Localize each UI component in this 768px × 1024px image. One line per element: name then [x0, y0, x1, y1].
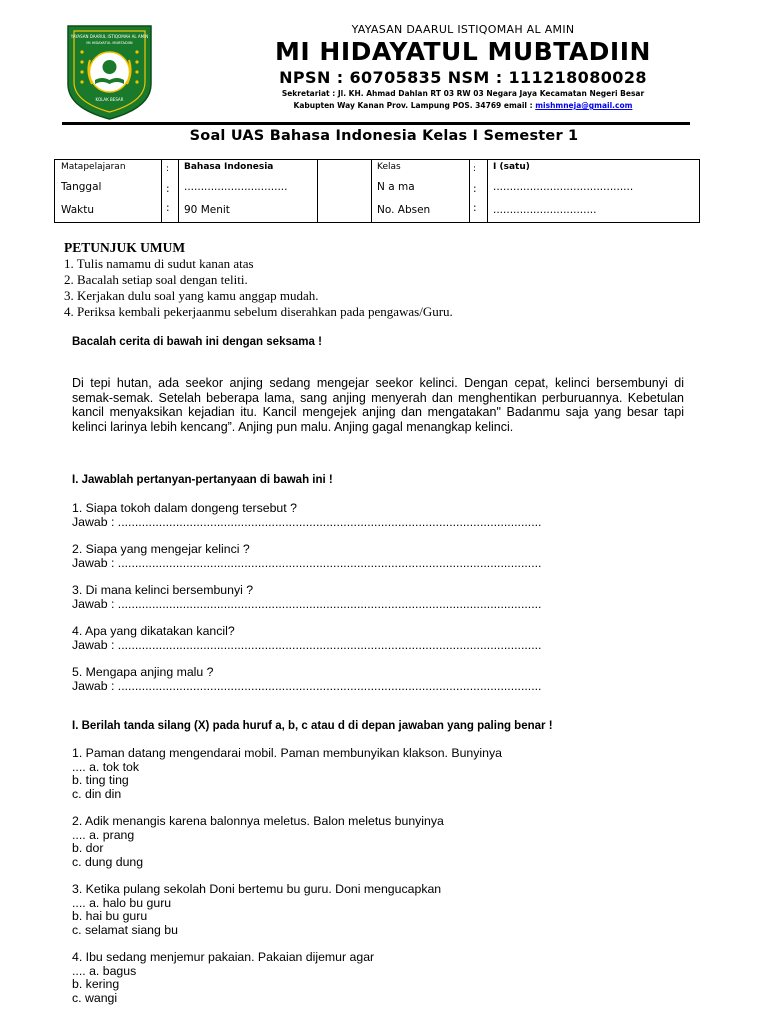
value-no-absen[interactable]: ............................... — [493, 204, 597, 216]
option-c[interactable]: c. dung dung — [72, 854, 144, 869]
option-a[interactable]: .... a. prang — [72, 827, 135, 842]
answer-line[interactable]: Jawab : ............................................................................................................................ — [72, 637, 542, 652]
answer-line[interactable]: Jawab : ............................................................................................................................ — [72, 555, 542, 570]
info-table — [54, 159, 700, 223]
foundation-name: YAYASAN DAARUL ISTIQOMAH AL AMIN — [351, 23, 575, 36]
question-text: 1. Siapa tokoh dalam dongeng tersebut ? — [72, 501, 297, 515]
section2-title: I. Berilah tanda silang (X) pada huruf a, b, c atau d di depan jawaban yang paling benar ! — [72, 720, 553, 732]
petunjuk-list — [64, 256, 704, 320]
mc-question — [72, 747, 692, 801]
label-waktu: Waktu — [61, 204, 94, 216]
option-c[interactable]: c. selamat siang bu — [72, 922, 178, 937]
option-c[interactable]: c. din din — [72, 786, 122, 801]
question-text: 4. Apa yang dikatakan kancil? — [72, 624, 235, 638]
divider — [469, 160, 470, 222]
colon: : — [473, 202, 477, 214]
essay-question — [72, 543, 692, 570]
address-line-2 — [228, 100, 698, 112]
divider — [317, 160, 318, 222]
logo-text-bottom: KOLAK BESAR — [95, 97, 124, 102]
divider — [178, 160, 179, 222]
letterhead — [228, 22, 698, 112]
school-name: MI HIDAYATUL MUBTADIIN — [275, 37, 651, 66]
value-kelas: I (satu) — [493, 162, 530, 172]
petunjuk-title: PETUNJUK UMUM — [64, 240, 186, 255]
question-text: 3. Ketika pulang sekolah Doni bertemu bu guru. Doni mengucapkan — [72, 882, 442, 896]
value-matapelajaran: Bahasa Indonesia — [184, 162, 274, 172]
option-b[interactable]: b. ting ting — [72, 773, 129, 787]
header-divider — [62, 122, 690, 125]
label-kelas: Kelas — [377, 162, 401, 172]
value-tanggal[interactable]: ............................... — [184, 181, 288, 193]
option-a[interactable]: .... a. tok tok — [72, 759, 139, 774]
question-text: 1. Paman datang mengendarai mobil. Paman membunyikan klakson. Bunyinya — [72, 746, 502, 760]
divider — [371, 160, 372, 222]
question-text: 5. Mengapa anjing malu ? — [72, 665, 214, 679]
petunjuk-item: 4. Periksa kembali pekerjaanmu sebelum diserahkan pada pengawas/Guru. — [64, 304, 453, 319]
read-instruction: Bacalah cerita di bawah ini dengan seksama ! — [72, 336, 322, 348]
question-text: 2. Siapa yang mengejar kelinci ? — [72, 542, 250, 556]
answer-line[interactable]: Jawab : ............................................................................................................................ — [72, 596, 542, 611]
address-line-2-text: Kabupten Way Kanan Prov. Lampung POS. 34769 email : — [293, 101, 536, 110]
divider — [161, 160, 162, 222]
petunjuk-item: 2. Bacalah setiap soal dengan teliti. — [64, 272, 248, 287]
question-text: 4. Ibu sedang menjemur pakaian. Pakaian dijemur agar — [72, 950, 375, 964]
npsn-nsm: NPSN : 60705835 NSM : 111218080028 — [279, 68, 647, 87]
option-c[interactable]: c. wangi — [72, 990, 118, 1005]
option-a[interactable]: .... a. bagus — [72, 963, 137, 978]
school-logo — [62, 22, 157, 122]
question-text: 2. Adik menangis karena balonnya meletus. Balon meletus bunyinya — [72, 814, 444, 828]
email-link[interactable]: mishmneja@gmail.com — [535, 101, 633, 110]
mc-question — [72, 815, 692, 869]
logo-text-top: YAYASAN DAARUL ISTIQOMAH AL AMIN — [70, 34, 149, 39]
value-waktu: 90 Menit — [184, 204, 230, 216]
value-nama[interactable]: .......................................... — [493, 181, 634, 193]
option-a[interactable]: .... a. halo bu guru — [72, 895, 172, 910]
story-paragraph: Di tepi hutan, ada seekor anjing sedang mengejar seekor kelinci. Dengan cepat, kelinci bersembunyi di semak-semak. Setelah beberapa lama, sang anjing menyerah dan menghentikan perburuannya. Kebetulan kancil menyaksikan kejadian itu. Kancil mengejek anjing dan mengatakan" Badanmu saja yang besar tapi kelinci larinya lebih kencang”. Anjing pun malu. Anjing gagal menangkap kelinci. — [72, 376, 684, 434]
label-no-absen: No. Absen — [377, 204, 431, 216]
essay-question — [72, 584, 692, 611]
essay-question — [72, 502, 692, 529]
colon: : — [166, 202, 170, 214]
address-line-1: Sekretariat : Jl. KH. Ahmad Dahlan RT 03 RW 03 Negara Jaya Kecamatan Negeri Besar — [281, 89, 645, 98]
option-b[interactable]: b. hai bu guru — [72, 909, 148, 923]
label-tanggal: Tanggal — [61, 181, 102, 193]
mc-question — [72, 951, 692, 1005]
divider — [487, 160, 488, 222]
petunjuk-item: 1. Tulis namamu di sudut kanan atas — [64, 256, 254, 271]
label-nama: N a ma — [377, 181, 415, 193]
essay-question — [72, 625, 692, 652]
section1-title: I. Jawablah pertanyan-pertanyaan di bawah ini ! — [72, 474, 333, 486]
option-b[interactable]: b. dor — [72, 841, 104, 855]
option-b[interactable]: b. kering — [72, 977, 120, 991]
answer-line[interactable]: Jawab : ............................................................................................................................ — [72, 514, 542, 529]
essay-question — [72, 666, 692, 693]
colon: : — [473, 183, 477, 195]
label-matapelajaran: Matapelajaran — [61, 162, 126, 172]
answer-line[interactable]: Jawab : ............................................................................................................................ — [72, 678, 542, 693]
colon: : — [166, 183, 170, 195]
logo-text-mid: MI HIDAYATUL MUBTADIIN — [86, 41, 133, 45]
petunjuk-item: 3. Kerjakan dulu soal yang kamu anggap mudah. — [64, 288, 319, 303]
mc-question — [72, 883, 692, 937]
colon: : — [473, 164, 477, 174]
exam-title: Soal UAS Bahasa Indonesia Kelas I Semester 1 — [189, 128, 579, 144]
colon: : — [166, 164, 170, 174]
question-text: 3. Di mana kelinci bersembunyi ? — [72, 583, 254, 597]
